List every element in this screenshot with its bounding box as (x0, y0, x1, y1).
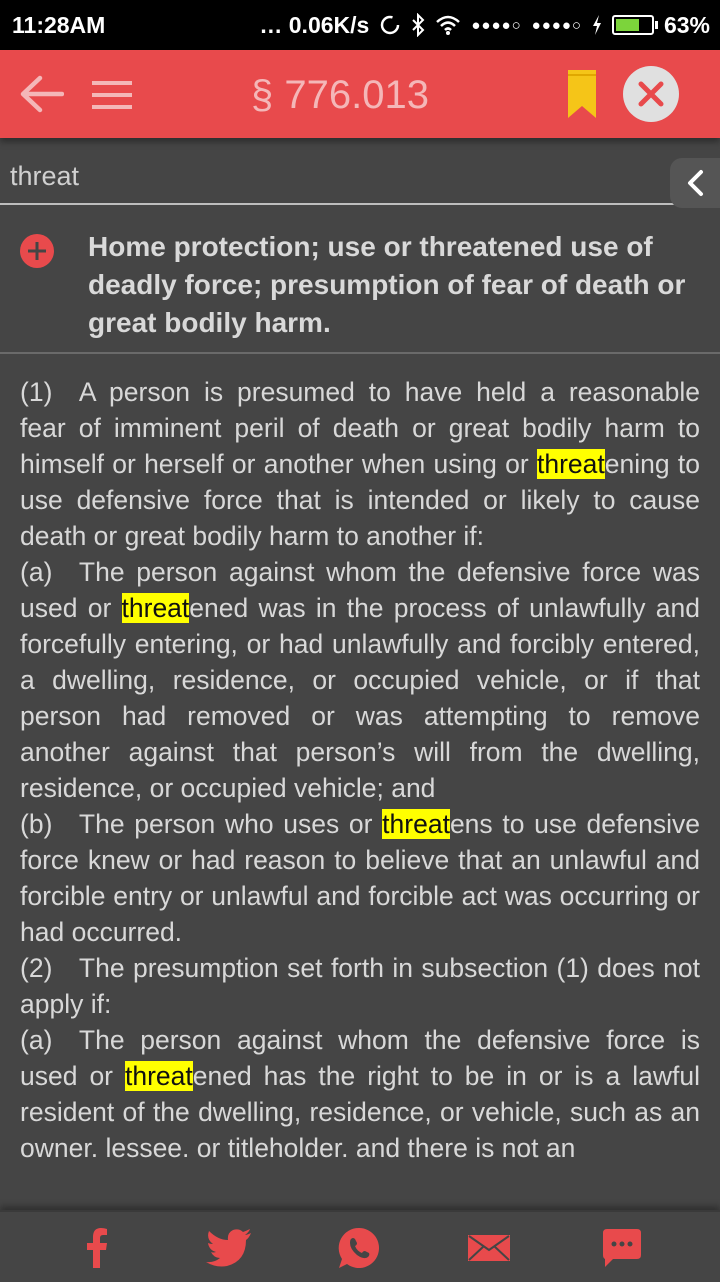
search-highlight: threat (382, 809, 450, 839)
twitter-share-button[interactable] (206, 1228, 252, 1268)
share-bar (0, 1210, 720, 1282)
statute-text-segment: (b) The person who uses or (20, 809, 383, 839)
facebook-share-button[interactable] (82, 1228, 112, 1268)
search-highlight: threat (121, 593, 190, 623)
search-input[interactable] (0, 150, 720, 205)
statute-text-segment: (a) The person against whom the defensive force is used or (20, 1025, 700, 1091)
statute-text-segment: ening to use defensive force that is intended or likely to cause death or great bodily harm to another if: (20, 449, 700, 551)
page-title: § 776.013 (251, 73, 429, 117)
whatsapp-share-button[interactable] (337, 1228, 381, 1268)
sms-icon (603, 1229, 641, 1267)
signal-sim1-icon: ●●●●○ (471, 16, 522, 34)
sms-share-button[interactable] (603, 1228, 641, 1268)
facebook-icon (86, 1228, 108, 1268)
statute-text-segment: ened was in the process of unlawfully and forcefully entering, or had unlawfully and forcibly entered, a dwelling, residence, or occupied vehicle, or if that person had removed or was attempting to remove another against that person’s will from the dwelling, residence, or occupied vehicle; and (20, 593, 700, 803)
status-time: 11:28AM (12, 11, 106, 38)
statute-paragraph (20, 806, 700, 950)
section-title: Home protection; use or threatened use of deadly force; presumption of fear of death or great bodily harm. (88, 231, 686, 338)
statute-paragraph (20, 554, 700, 806)
close-x-icon (638, 81, 664, 107)
section-header[interactable] (0, 212, 720, 354)
battery-percent: 63% (663, 11, 710, 38)
plus-circle-icon[interactable] (20, 234, 54, 268)
close-button[interactable] (623, 66, 679, 122)
search-highlight: threat (537, 449, 605, 479)
charging-icon (592, 14, 602, 36)
battery-icon (612, 15, 654, 35)
twitter-icon (206, 1229, 252, 1267)
status-bar (0, 0, 720, 50)
search-highlight: threat (124, 1061, 193, 1091)
statute-paragraph (20, 374, 700, 554)
statute-paragraph (20, 1022, 700, 1166)
statute-text-segment: (2) The presumption set forth in subsection (1) does not apply if: (20, 953, 700, 1019)
bookmark-icon[interactable] (568, 70, 596, 118)
signal-sim2-icon: ●●●●○ (531, 16, 582, 34)
status-indicators (259, 12, 710, 39)
hamburger-menu-icon[interactable] (92, 80, 132, 110)
statute-paragraph (20, 950, 700, 1022)
statute-text-segment: ened has the right to be in or is a lawful resident of the dwelling, residence, or vehicle, such as an owner. lessee. or titleholder. and there is not an (20, 1061, 700, 1163)
whatsapp-icon (337, 1226, 381, 1270)
statute-text (20, 374, 700, 1210)
statute-text-segment: (a) The person against whom the defensive force was used or (20, 557, 700, 623)
battery-fill (616, 19, 639, 31)
wifi-icon (435, 14, 461, 36)
statute-text-segment: (1) A person is presumed to have held a reasonable fear of imminent peril of death or great bodily harm to himself or herself or another when using or (20, 377, 700, 479)
statute-text-segment: ens to use defensive force knew or had reason to believe that an unlawful and forcible entry or unlawful and forcible act was occurring or had occurred. (20, 809, 700, 947)
arrow-left-icon[interactable] (18, 74, 64, 114)
collapse-panel-button[interactable] (670, 158, 720, 208)
network-speed: … 0.06K/s (259, 11, 370, 38)
sync-icon (379, 14, 401, 36)
toolbar (0, 50, 720, 138)
chevron-left-icon (685, 169, 705, 197)
bluetooth-icon (411, 13, 425, 37)
search-row (0, 150, 720, 208)
email-icon (468, 1233, 510, 1263)
email-share-button[interactable] (468, 1228, 510, 1268)
